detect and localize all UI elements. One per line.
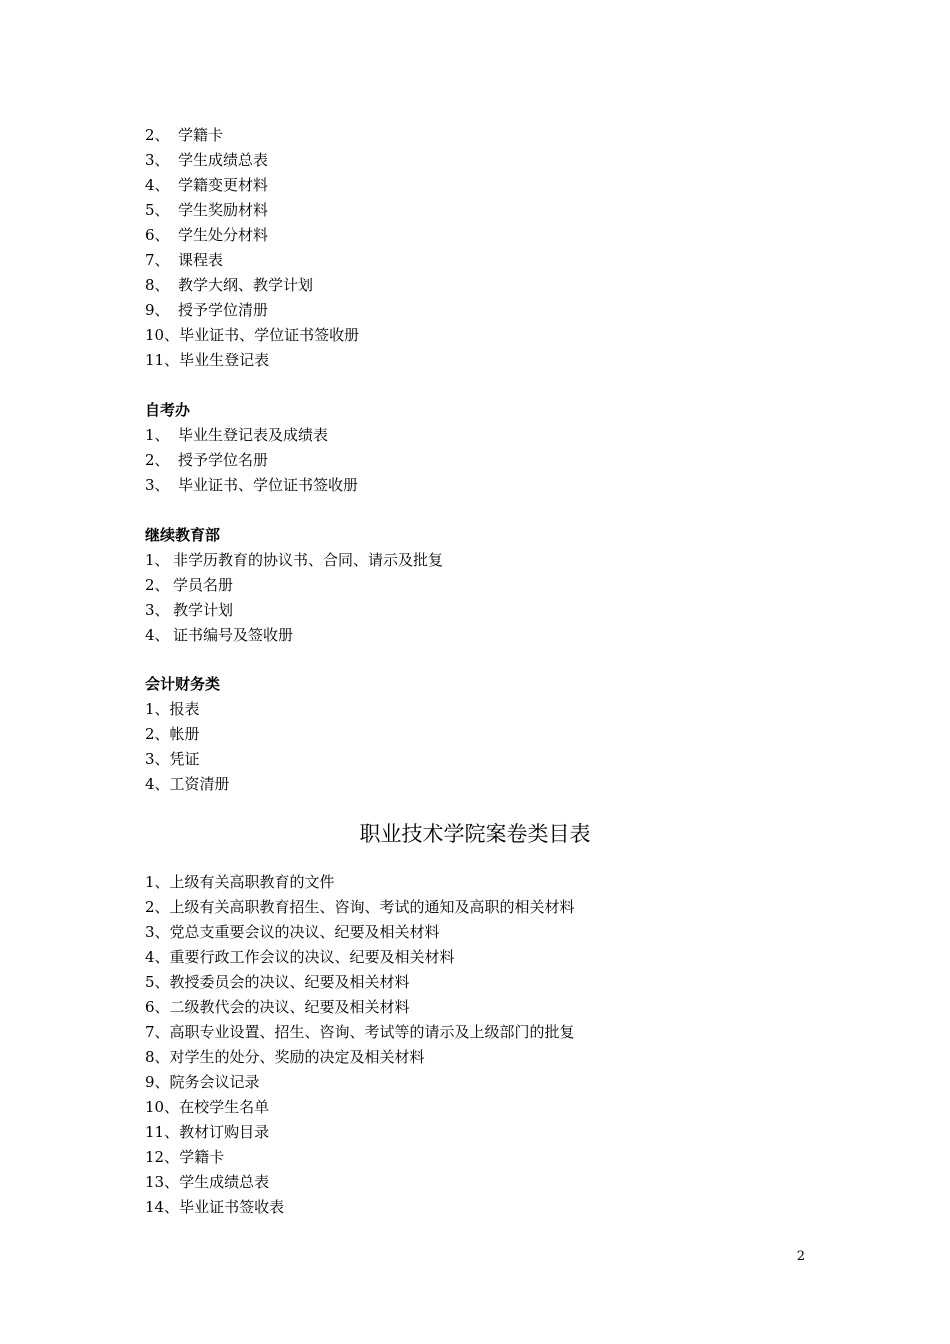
page-number: 2 <box>796 1249 805 1264</box>
list-item-text: 学生成绩总表 <box>178 151 269 169</box>
list-item-number: 1、 <box>145 873 170 891</box>
list-item <box>145 722 845 747</box>
list-item <box>145 623 845 648</box>
list-item <box>145 895 845 920</box>
list-item-text: 学籍卡 <box>178 126 224 144</box>
list-item-text: 学生处分材料 <box>178 226 269 244</box>
list-item <box>145 348 845 373</box>
list-item-number: 9、 <box>145 1073 170 1091</box>
list-item <box>145 995 845 1020</box>
list-item-text: 毕业证书签收表 <box>179 1198 285 1216</box>
list-item <box>145 248 845 273</box>
section-top-list <box>145 123 845 373</box>
list-item-number: 3、 <box>145 476 170 494</box>
list-item-number: 2、 <box>145 576 170 594</box>
section-heading: 自考办 <box>145 401 191 419</box>
list-item-text: 对学生的处分、奖励的决定及相关材料 <box>169 1048 425 1066</box>
section-heading: 继续教育部 <box>145 526 221 544</box>
list-item <box>145 548 845 573</box>
list-item-text: 高职专业设置、招生、咨询、考试等的请示及上级部门的批复 <box>169 1023 575 1041</box>
list-item-number: 11、 <box>145 351 180 369</box>
list-item-text: 教学大纲、教学计划 <box>178 276 314 294</box>
list-item <box>145 448 845 473</box>
list-item <box>145 1045 845 1070</box>
list-item-text: 证书编号及签收册 <box>173 626 294 644</box>
section-heading: 会计财务类 <box>145 675 221 693</box>
list-item <box>145 1120 845 1145</box>
list-item <box>145 970 845 995</box>
list-item-number: 13、 <box>145 1173 180 1191</box>
list-item-number: 1、 <box>145 551 170 569</box>
list-item-text: 教材订购目录 <box>179 1123 270 1141</box>
list-item <box>145 123 845 148</box>
list-item <box>145 1145 845 1170</box>
list-item <box>145 747 845 772</box>
list-item-number: 3、 <box>145 601 170 619</box>
list-item <box>145 1070 845 1095</box>
section-jixu <box>145 523 845 648</box>
list-item-text: 在校学生名单 <box>179 1098 270 1116</box>
list-item-text: 党总支重要会议的决议、纪要及相关材料 <box>169 923 440 941</box>
list-item-text: 学籍变更材料 <box>178 176 269 194</box>
list-item-text: 上级有关高职教育招生、咨询、考试的通知及高职的相关材料 <box>169 898 575 916</box>
list-item-text: 工资清册 <box>169 775 230 793</box>
list-item-number: 7、 <box>145 1023 170 1041</box>
list-item-text: 院务会议记录 <box>169 1073 260 1091</box>
list-item-number: 4、 <box>145 775 170 793</box>
list-item-text: 学生成绩总表 <box>179 1173 270 1191</box>
list-item-number: 6、 <box>145 226 170 244</box>
list-item-text: 报表 <box>169 700 200 718</box>
list-item-number: 3、 <box>145 750 170 768</box>
list-item <box>145 173 845 198</box>
list-item-number: 12、 <box>145 1148 180 1166</box>
list-item <box>145 772 845 797</box>
list-item <box>145 298 845 323</box>
list-item <box>145 1095 845 1120</box>
list-item-text: 学籍卡 <box>179 1148 225 1166</box>
list-item-number: 2、 <box>145 126 170 144</box>
list-item-number: 3、 <box>145 151 170 169</box>
list-item-number: 4、 <box>145 176 170 194</box>
list-item-text: 毕业证书、学位证书签收册 <box>178 476 359 494</box>
list-item <box>145 1020 845 1045</box>
list-item-text: 授予学位名册 <box>178 451 269 469</box>
list-item <box>145 870 845 895</box>
section-zhiye-list <box>145 870 845 1220</box>
list-item <box>145 697 845 722</box>
list-item-number: 11、 <box>145 1123 180 1141</box>
list-item-text: 非学历教育的协议书、合同、请示及批复 <box>173 551 444 569</box>
list-item <box>145 1195 845 1220</box>
list-item <box>145 223 845 248</box>
list-item-number: 2、 <box>145 725 170 743</box>
list-item-number: 1、 <box>145 426 170 444</box>
list-item-text: 学生奖励材料 <box>178 201 269 219</box>
section-zikao <box>145 398 845 498</box>
list-item <box>145 148 845 173</box>
list-item-text: 二级教代会的决议、纪要及相关材料 <box>169 998 410 1016</box>
list-item-text: 重要行政工作会议的决议、纪要及相关材料 <box>169 948 455 966</box>
list-item-number: 8、 <box>145 1048 170 1066</box>
list-item-number: 4、 <box>145 948 170 966</box>
list-item-text: 课程表 <box>178 251 224 269</box>
list-item-number: 10、 <box>145 326 180 344</box>
list-item-text: 帐册 <box>169 725 200 743</box>
list-item-number: 5、 <box>145 201 170 219</box>
list-item <box>145 323 845 348</box>
list-item-number: 3、 <box>145 923 170 941</box>
list-item-number: 4、 <box>145 626 170 644</box>
list-item-number: 9、 <box>145 301 170 319</box>
list-item-text: 授予学位清册 <box>178 301 269 319</box>
list-item <box>145 198 845 223</box>
list-item-text: 上级有关高职教育的文件 <box>169 873 335 891</box>
list-item-text: 教授委员会的决议、纪要及相关材料 <box>169 973 410 991</box>
list-item-text: 教学计划 <box>173 601 234 619</box>
document-title: 职业技术学院案卷类目表 <box>359 822 591 846</box>
section-caiwu <box>145 672 845 797</box>
list-item-number: 6、 <box>145 998 170 1016</box>
list-item <box>145 573 845 598</box>
list-item-number: 7、 <box>145 251 170 269</box>
list-item-number: 10、 <box>145 1098 180 1116</box>
list-item <box>145 598 845 623</box>
list-item-text: 毕业证书、学位证书签收册 <box>179 326 360 344</box>
list-item <box>145 423 845 448</box>
list-item-text: 毕业生登记表 <box>179 351 270 369</box>
list-item-number: 5、 <box>145 973 170 991</box>
list-item <box>145 945 845 970</box>
list-item <box>145 473 845 498</box>
list-item <box>145 920 845 945</box>
list-item-text: 凭证 <box>169 750 200 768</box>
list-item-text: 毕业生登记表及成绩表 <box>178 426 329 444</box>
list-item-number: 2、 <box>145 451 170 469</box>
list-item-number: 1、 <box>145 700 170 718</box>
list-item-text: 学员名册 <box>173 576 234 594</box>
list-item-number: 14、 <box>145 1198 180 1216</box>
list-item-number: 2、 <box>145 898 170 916</box>
list-item <box>145 273 845 298</box>
list-item-number: 8、 <box>145 276 170 294</box>
list-item <box>145 1170 845 1195</box>
